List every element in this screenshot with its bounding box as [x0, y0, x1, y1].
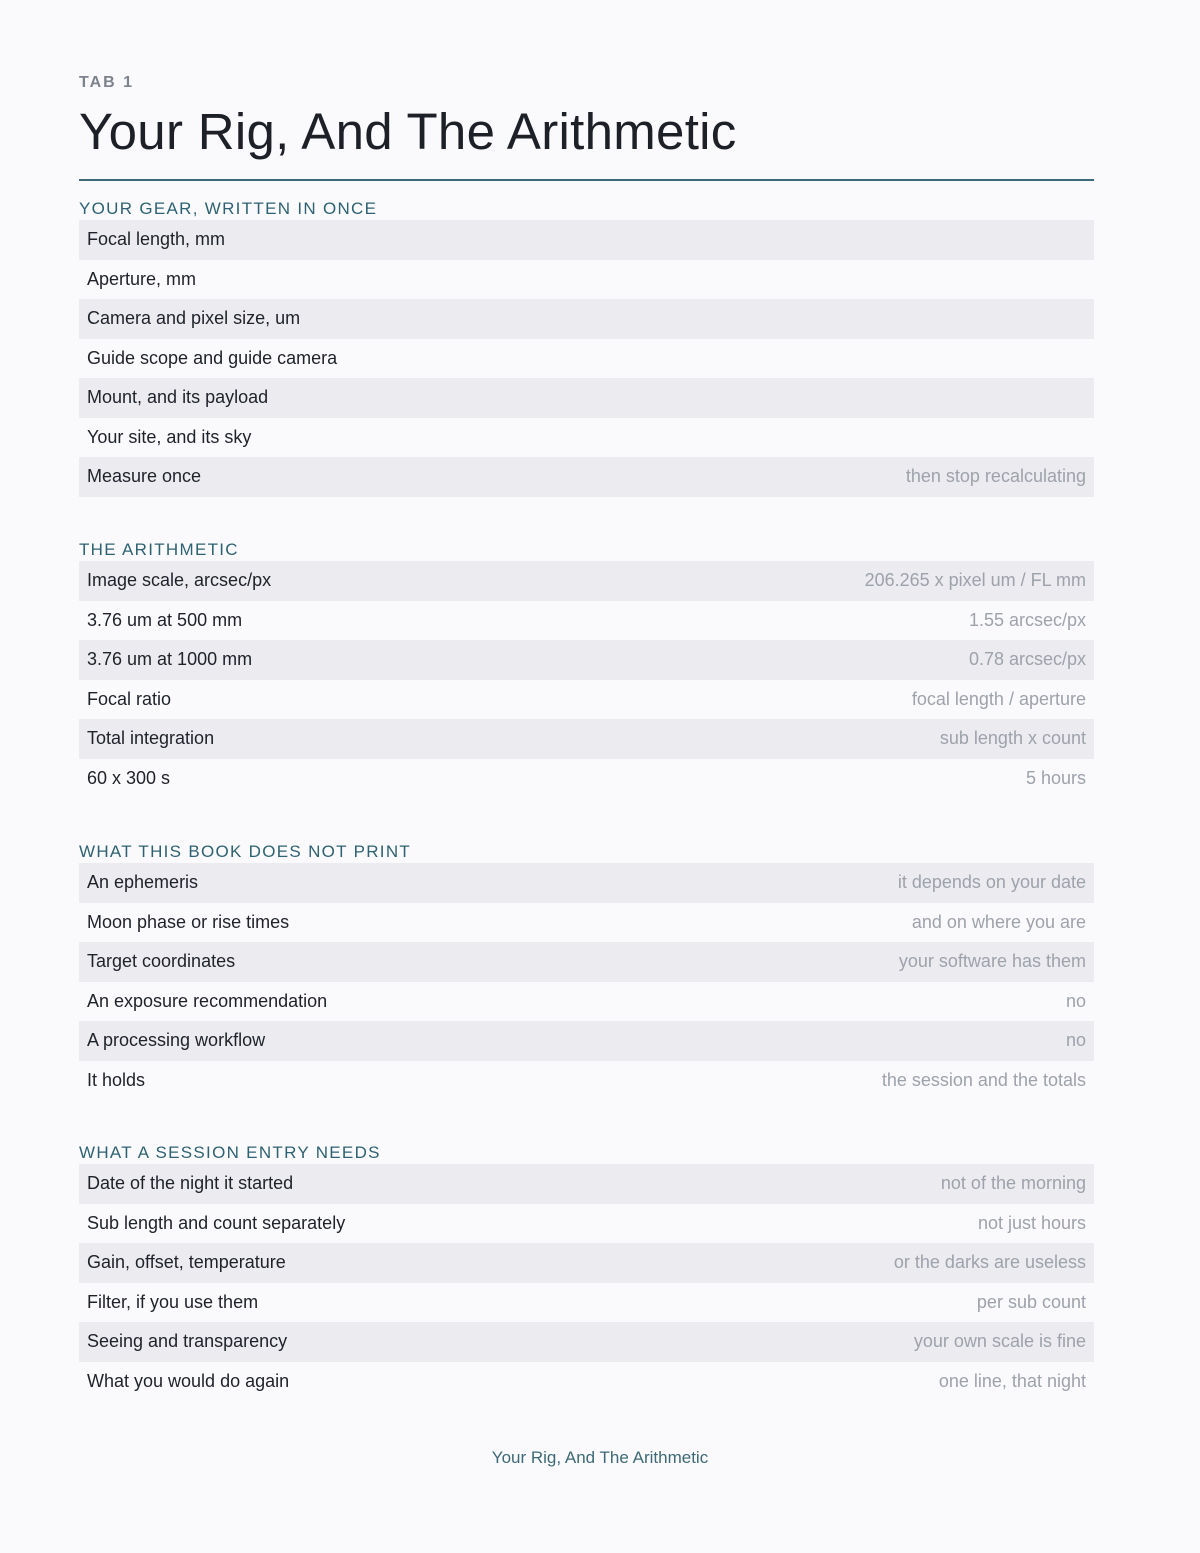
- row-label: What you would do again: [87, 1370, 290, 1391]
- row-label: Camera and pixel size, um: [87, 308, 301, 329]
- page-title: Your Rig, And The Arithmetic: [79, 103, 737, 160]
- row-value: one line, that night: [938, 1370, 1086, 1391]
- row-label: A processing workflow: [87, 1030, 266, 1051]
- section-arithmetic: [79, 539, 1094, 798]
- row-label: Aperture, mm: [87, 268, 197, 289]
- table-row: [79, 1322, 1094, 1362]
- row-value: 5 hours: [1025, 767, 1086, 788]
- row-label: Image scale, arcsec/px: [87, 570, 272, 591]
- row-value: not of the morning: [940, 1173, 1086, 1194]
- row-label: Focal length, mm: [87, 229, 226, 250]
- section-heading: WHAT THIS BOOK DOES NOT PRINT: [79, 842, 412, 861]
- row-label: It holds: [87, 1069, 146, 1090]
- table-row: [79, 759, 1094, 799]
- table-row: [79, 640, 1094, 680]
- row-label: Guide scope and guide camera: [87, 347, 338, 368]
- table-row: [79, 1362, 1094, 1402]
- row-label: Total integration: [87, 728, 215, 749]
- row-value: no: [1065, 990, 1086, 1011]
- row-label: An exposure recommendation: [87, 990, 328, 1011]
- row-value: then stop recalculating: [905, 466, 1086, 487]
- row-value: not just hours: [977, 1212, 1086, 1233]
- table-row: [79, 457, 1094, 497]
- table-row: [79, 220, 1094, 260]
- row-label: An ephemeris: [87, 872, 199, 893]
- title-divider: [79, 179, 1094, 181]
- row-label: Gain, offset, temperature: [87, 1252, 286, 1273]
- table-row: [79, 1204, 1094, 1244]
- section-heading: WHAT A SESSION ENTRY NEEDS: [79, 1143, 381, 1162]
- table-row: [79, 260, 1094, 300]
- table-row: [79, 903, 1094, 943]
- section-heading: YOUR GEAR, WRITTEN IN ONCE: [79, 199, 378, 218]
- table-row: [79, 1243, 1094, 1283]
- row-value: your own scale is fine: [913, 1331, 1086, 1352]
- row-label: Focal ratio: [87, 688, 172, 709]
- table-row: [79, 601, 1094, 641]
- row-label: Sub length and count separately: [87, 1212, 346, 1233]
- section-rows: [79, 1164, 1094, 1401]
- row-label: Measure once: [87, 466, 202, 487]
- table-row: [79, 982, 1094, 1022]
- row-label: Date of the night it started: [87, 1173, 294, 1194]
- table-row: [79, 378, 1094, 418]
- row-label: 3.76 um at 500 mm: [87, 609, 243, 630]
- row-value: focal length / aperture: [911, 688, 1086, 709]
- row-value: per sub count: [976, 1291, 1086, 1312]
- row-value: 0.78 arcsec/px: [968, 649, 1086, 670]
- row-value: your software has them: [898, 951, 1086, 972]
- table-row: [79, 339, 1094, 379]
- table-row: [79, 561, 1094, 601]
- table-row: [79, 942, 1094, 982]
- row-label: 60 x 300 s: [87, 767, 171, 788]
- row-value: 1.55 arcsec/px: [968, 609, 1086, 630]
- row-value: and on where you are: [911, 911, 1086, 932]
- table-row: [79, 1164, 1094, 1204]
- row-label: Mount, and its payload: [87, 387, 269, 408]
- row-label: Target coordinates: [87, 951, 236, 972]
- table-row: [79, 418, 1094, 458]
- row-value: the session and the totals: [881, 1069, 1086, 1090]
- row-label: Moon phase or rise times: [87, 911, 290, 932]
- row-value: sub length x count: [939, 728, 1086, 749]
- section-not-printed: [79, 841, 1094, 1100]
- section-heading: THE ARITHMETIC: [79, 540, 239, 559]
- page-footer: Your Rig, And The Arithmetic: [491, 1448, 709, 1467]
- section-gear: [79, 198, 1094, 497]
- tab-label: TAB 1: [79, 74, 135, 91]
- row-value: no: [1065, 1030, 1086, 1051]
- row-label: Your site, and its sky: [87, 426, 252, 447]
- table-row: [79, 680, 1094, 720]
- section-rows: [79, 561, 1094, 798]
- table-row: [79, 1283, 1094, 1323]
- row-label: Filter, if you use them: [87, 1291, 259, 1312]
- table-row: [79, 719, 1094, 759]
- section-session-entry: [79, 1142, 1094, 1401]
- table-row: [79, 863, 1094, 903]
- table-row: [79, 1021, 1094, 1061]
- row-value: 206.265 x pixel um / FL mm: [864, 570, 1086, 591]
- table-row: [79, 299, 1094, 339]
- row-value: it depends on your date: [897, 872, 1086, 893]
- row-value: or the darks are useless: [893, 1252, 1086, 1273]
- table-row: [79, 1061, 1094, 1101]
- row-label: 3.76 um at 1000 mm: [87, 649, 253, 670]
- row-label: Seeing and transparency: [87, 1331, 288, 1352]
- section-rows: [79, 863, 1094, 1100]
- section-rows: [79, 220, 1094, 497]
